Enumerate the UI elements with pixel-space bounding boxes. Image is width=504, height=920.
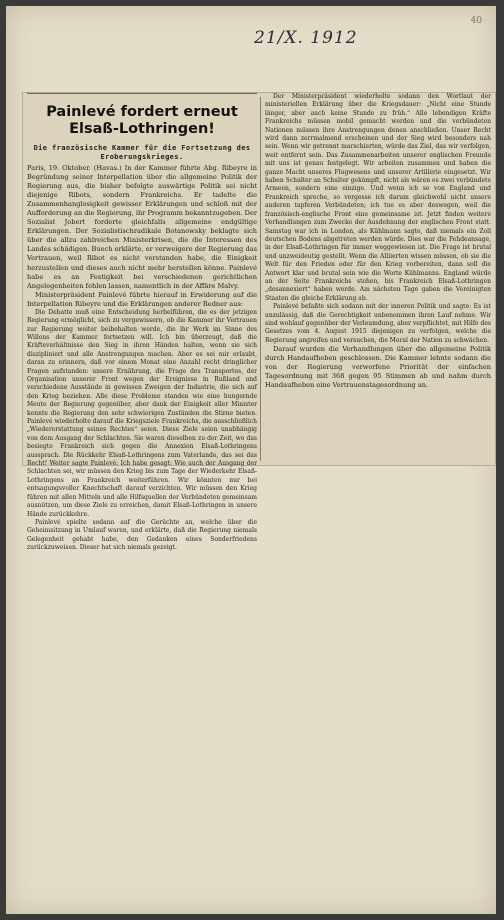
column-divider <box>260 97 261 461</box>
paragraph: Painlevé befaßte sich sodann mit der inneren Politik und sagte: Es ist unzulässig, daß die Gerechtigkeit unbenommen ihren Lauf nehme. Wir sind wohlauf gegenüber der Verleumdung, aber verpflichtet, mit Hilfe des Gesetzes vom 4. August 1915 diejenigen zu verfolgen, welche die Regierung angreifen und versuchen, die Moral der Nation zu schwächen. <box>265 303 491 344</box>
handwritten-date: 21/X. 1912 <box>254 28 358 48</box>
paragraph: Painlevé spielte sodann auf die Gerüchte an, welche über die Geheimsitzung in Umlauf waren, und erklärte, daß die Regierung niemals Gelegenheit gehabt habe, den Gedanken eines Sonderfriedens zurückzuweisen. Dieser hat sich niemals gezeigt. <box>27 518 257 552</box>
paragraph: Paris, 19. Oktober. (Havas.) In der Kammer führte Abg. Ribeyre in Begründung seiner Interpellation über die allgemeine Politik der Regierung aus, die bisher befolgte auswärtige Politik sei nicht diejenige Ribots, sondern Frankreichs. Er tadelte die Zusammenhanglosigkeit gewisser Erklärungen und schloß mit der Aufforderung an die Regierung, ihr Programm bekanntzugeben. Der Sozialist Jobert forderte gleichfalls allgemeine endgültige Erklärungen. Der Sozialistischradikale Botanowsky beklagte sich über die allzu zahlreichen Ministerkrisen, die die Interessen des Landes schädigen. Buech erklärte, er verweigere der Regierung das Vertrauen, weil Ribot es nicht verstanden habe, die Einigkeit herzustellen und dieses auch nicht mehr herstellen könne. Painlevé habe es an Festigkeit bei verschiedenen gerichtlichen Angelegenheiten fehlen lassen, namentlich in der Affäre Malvy. <box>27 164 257 290</box>
left-column <box>27 93 257 552</box>
article-headline: Painlevé fordert erneut Elsaß-Lothringen! <box>46 104 238 137</box>
right-column <box>265 93 491 465</box>
top-rule <box>27 93 257 94</box>
paragraph: Darauf wurden die Verhandlungen über die allgemeine Politik durch Handaufheben geschlossen. Die Kammer lehnte sodann die von der Regierung verworfene Priorität der einfachen Tagesordnung mit 368 gegen 95 Stimmen ab und nahm durch Handaufheben eine Vertrauenstagesordnung an. <box>265 345 491 390</box>
paragraph: Die Debatte muß eine Entscheidung herbeiführen, die es der jetzigen Regierung ermöglicht, sich zu vergewissern, ob die Kammer ihr Vertrauen zur Regierung weiter beibehalten werde, die ihr Werk im Sinne des Willens der Kammer fortsetzen will. Ich bin überzeugt, daß die Kräfteverhältnisse den Sieg in ihren Händen halten, wenn sie sich diszipliniert und alle Anstrengungen machen. Aber es sei mir erlaubt, daran zu erinnern, daß vor einem Monat eine Anzahl recht dringlicher Fragen aufstanden: unsere Ernährung, die Frage des Transportes, der Organisation unserer Front wegen der Ereignisse in Rußland und verschiedene Ausstände in gewissen Zweigen der Industrie, die sich auf den Krieg beziehen. Alle diese Probleme standen wie eine hungernde Meute der Regierung gegenüber, aber dank der Einigkeit aller Minister konnte die Regierung den sehr schwierigen Zuständen die Stirne bieten. Painlevé wiederholte darauf die Kriegsziele Frankreichs, die ausschließlich „Wiedererstattung seines Rechtes“ seien. Diese Ziele seien unabhängig von dem Ausgang der Schlachten. Sie waren dieselben zu der Zeit, wo das besiegte Frankreich sich gegen die Annexion Elsaß-Lothringens aussprach. Die Rückkehr Elsaß-Lothringens zum Vaterlande, das sei das Recht! Weiter sagte Painlevé: Ich habe gesagt: Wie auch der Ausgang der Schlachten sei, wir müssen den Krieg bis zum Tage der Wiederkehr Elsaß-Lothringens an Frankreich weiterführen. Wir könnten nur bei entsagungsvoller Knechtschaft darauf verzichten. Wir müssen den Krieg führen mit allen Mitteln und alle Hilfsquellen der Verbündeten gemeinsam ausnützen, um diese Ziele zu erreichen, damit Elsaß-Lothringen in unsere Hände zurückkehre. <box>27 308 257 518</box>
paragraph: Ministerpräsident Painlevé führte hierauf in Erwiderung auf die Interpellation Ribeyre und die Erklärungen anderer Redner aus: <box>27 290 257 308</box>
newspaper-clipping <box>22 92 496 552</box>
page-number: 40 <box>470 16 482 26</box>
archive-sheet <box>6 6 496 914</box>
paragraph: Der Ministerpräsident wiederholte sodann den Wortlaut der ministeriellen Erklärung über die Kriegsdauer: „Nicht eine Stunde länger, aber auch keine Stunde zu früh.“ Alle lebendigen Kräfte Frankreichs müssen mobil gemacht werden und die verbündeten Nationen müssen ihre Anstrengungen denen anschließen. Unser Recht wird dann zerrmalmend erscheinen und der Sieg wird besonders nah sein. Wenn wir getrennt marschierten, würde das Ziel, das wir verfolgen, weit entfernt sein. Das Zusammenarbeiten unserer englischen Freunde mit uns ist genau festgelegt. Wir arbeiten zusammen und haben die ganze Macht unseres Flugwesens und unserer Artillerie eingesetzt. Wir haben Schulter an Schulter gekämpft, nicht als wären es zwei verbündete Armeen, sondern eine einzige. Und wenn ich so von England und Frankreich spreche, so vergesse ich darum gleichwohl nicht unsere anderen tapferen Verbündeten; ich tue es aber deswegen, weil die französisch-englische Front eine gemeinsame ist. Jetzt finden weitere Verhandlungen zum Zwecke der Ausdehnung der englischen Front statt. Samstag war ich in London, als Kühlmann sagte, daß niemals ein Zoll deutschen Bodens abgetreten werden würde. Dies war die Fehdeansage, in der Elsaß-Lothringen für immer weggewiesen ist. Die Frage ist brutal und unzweideutig gestellt. Wenn die Alliierten wissen müssen, ob sie die Welt für den Frieden oder für den Krieg vorbereiten, dann soll die Antwort klar und brutal sein wie die Worte Kühlmanns. England würde an der Seite Frankreichs stehen, bis Frankreich Elsaß-Lothringen „desannexiert“ haben werde. Am nächsten Tage gaben die Vereinigten Staaten die gleiche Erklärung ab. <box>265 93 491 302</box>
article-subheadline: Die französische Kammer für die Fortsetzung des Eroberungskrieges. <box>33 144 251 161</box>
